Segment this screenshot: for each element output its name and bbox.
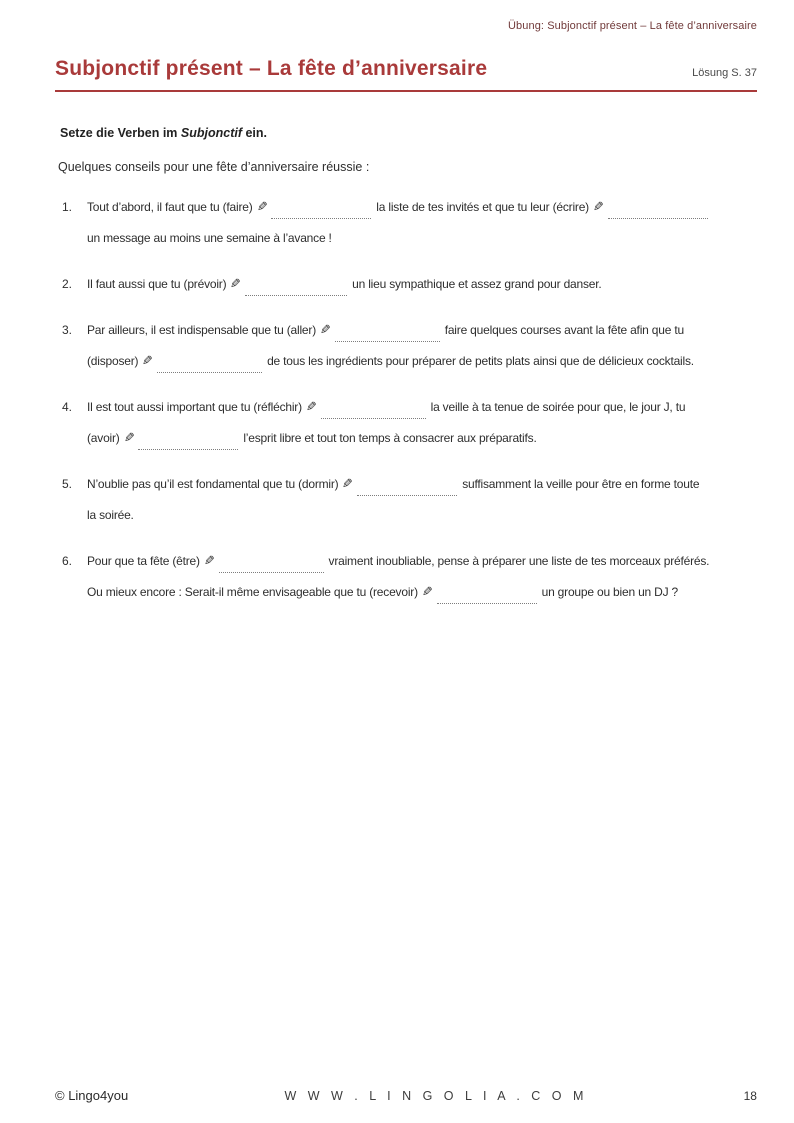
- exercise-text: Par ailleurs, il est indispensable que tu (aller): [87, 323, 316, 337]
- answer-blank: [271, 199, 371, 219]
- answer-blank: [357, 476, 457, 496]
- exercise-line: [87, 346, 778, 377]
- exercise-line: [87, 423, 778, 454]
- exercise-text: faire quelques courses avant la fête afin que tu: [444, 323, 684, 337]
- page-number: 18: [743, 1089, 757, 1103]
- exercise-item: [62, 315, 778, 377]
- item-number: 6.: [62, 554, 73, 568]
- item-body: [87, 546, 778, 608]
- exercise-text: la veille à ta tenue de soirée pour que, le jour J, tu: [430, 400, 686, 414]
- answer-blank: [245, 276, 347, 296]
- pencil-icon: ✎: [256, 200, 268, 215]
- instruction-italic-term: Subjonctif: [180, 126, 242, 140]
- pencil-icon: ✎: [123, 431, 135, 446]
- answer-blank: [157, 353, 262, 373]
- website-label: W W W . L I N G O L I A . C O M: [284, 1089, 588, 1103]
- exercise-item: [62, 546, 778, 608]
- pencil-icon: ✎: [421, 585, 433, 600]
- copyright-label: © Lingo4you: [55, 1088, 129, 1103]
- exercise-text: vraiment inoubliable, pense à préparer une liste de tes morceaux préférés.: [328, 554, 710, 568]
- answer-blank: [219, 553, 324, 573]
- pencil-icon: ✎: [203, 554, 215, 569]
- instruction-suffix: ein.: [242, 126, 268, 140]
- exercise-text: de tous les ingrédients pour préparer de petits plats ainsi que de délicieux cocktails.: [267, 354, 694, 368]
- exercise-item: [62, 469, 778, 531]
- exercise-list: [62, 192, 778, 623]
- exercise-line: [87, 192, 778, 223]
- exercise-line: [87, 392, 778, 423]
- item-body: [87, 315, 778, 377]
- solution-reference: Lösung S. 37: [692, 67, 757, 79]
- exercise-text: Ou mieux encore : Serait-il même envisageable que tu (recevoir): [87, 585, 418, 599]
- item-number: 5.: [62, 477, 73, 491]
- exercise-text: (disposer): [87, 354, 139, 368]
- exercise-text: la soirée.: [87, 508, 134, 522]
- exercise-text: Tout d’abord, il faut que tu (faire): [87, 200, 253, 214]
- exercise-text: suffisamment la veille pour être en forme toute: [462, 477, 700, 491]
- item-number: 4.: [62, 400, 73, 414]
- exercise-text: Pour que ta fête (être): [87, 554, 200, 568]
- intro-text: Quelques conseils pour une fête d’anniversaire réussie :: [58, 160, 370, 174]
- instruction: [60, 126, 757, 140]
- exercise-text: un lieu sympathique et assez grand pour danser.: [352, 277, 602, 291]
- exercise-text: la liste de tes invités et que tu leur (écrire): [376, 200, 589, 214]
- item-number: 3.: [62, 323, 73, 337]
- exercise-text: (avoir): [87, 431, 120, 445]
- pencil-icon: ✎: [342, 477, 354, 492]
- item-body: [87, 269, 778, 300]
- title-row: [55, 57, 757, 92]
- item-number: 1.: [62, 200, 73, 214]
- exercise-line: [87, 223, 778, 254]
- answer-blank: [321, 399, 426, 419]
- running-header: Übung: Subjonctif présent – La fête d’anniversaire: [508, 20, 757, 32]
- pencil-icon: ✎: [305, 400, 317, 415]
- exercise-text: un message au moins une semaine à l’avance !: [87, 231, 332, 245]
- exercise-line: [87, 269, 778, 300]
- exercise-line: [87, 315, 778, 346]
- answer-blank: [335, 322, 440, 342]
- exercise-line: [87, 546, 778, 577]
- exercise-text: Il faut aussi que tu (prévoir): [87, 277, 227, 291]
- exercise-text: N’oublie pas qu’il est fondamental que tu (dormir): [87, 477, 339, 491]
- answer-blank: [138, 430, 238, 450]
- pencil-icon: ✎: [230, 277, 242, 292]
- exercise-text: Il est tout aussi important que tu (réfléchir): [87, 400, 302, 414]
- pencil-icon: ✎: [592, 200, 604, 215]
- exercise-item: [62, 192, 778, 254]
- exercise-item: [62, 392, 778, 454]
- exercise-text: l’esprit libre et tout ton temps à consacrer aux préparatifs.: [243, 431, 537, 445]
- instruction-prefix: Setze die Verben im: [60, 126, 181, 140]
- answer-blank: [608, 199, 708, 219]
- exercise-line: [87, 500, 778, 531]
- item-number: 2.: [62, 277, 73, 291]
- exercise-line: [87, 469, 778, 500]
- item-body: [87, 392, 778, 454]
- pencil-icon: ✎: [320, 323, 331, 338]
- exercise-text: un groupe ou bien un DJ ?: [541, 585, 679, 599]
- page-footer: [55, 1088, 757, 1103]
- item-body: [87, 469, 778, 531]
- exercise-item: [62, 269, 778, 300]
- exercise-line: [87, 577, 778, 608]
- answer-blank: [437, 584, 537, 604]
- pencil-icon: ✎: [142, 354, 154, 369]
- page-title: Subjonctif présent – La fête d’anniversaire: [55, 57, 488, 80]
- item-body: [87, 192, 778, 254]
